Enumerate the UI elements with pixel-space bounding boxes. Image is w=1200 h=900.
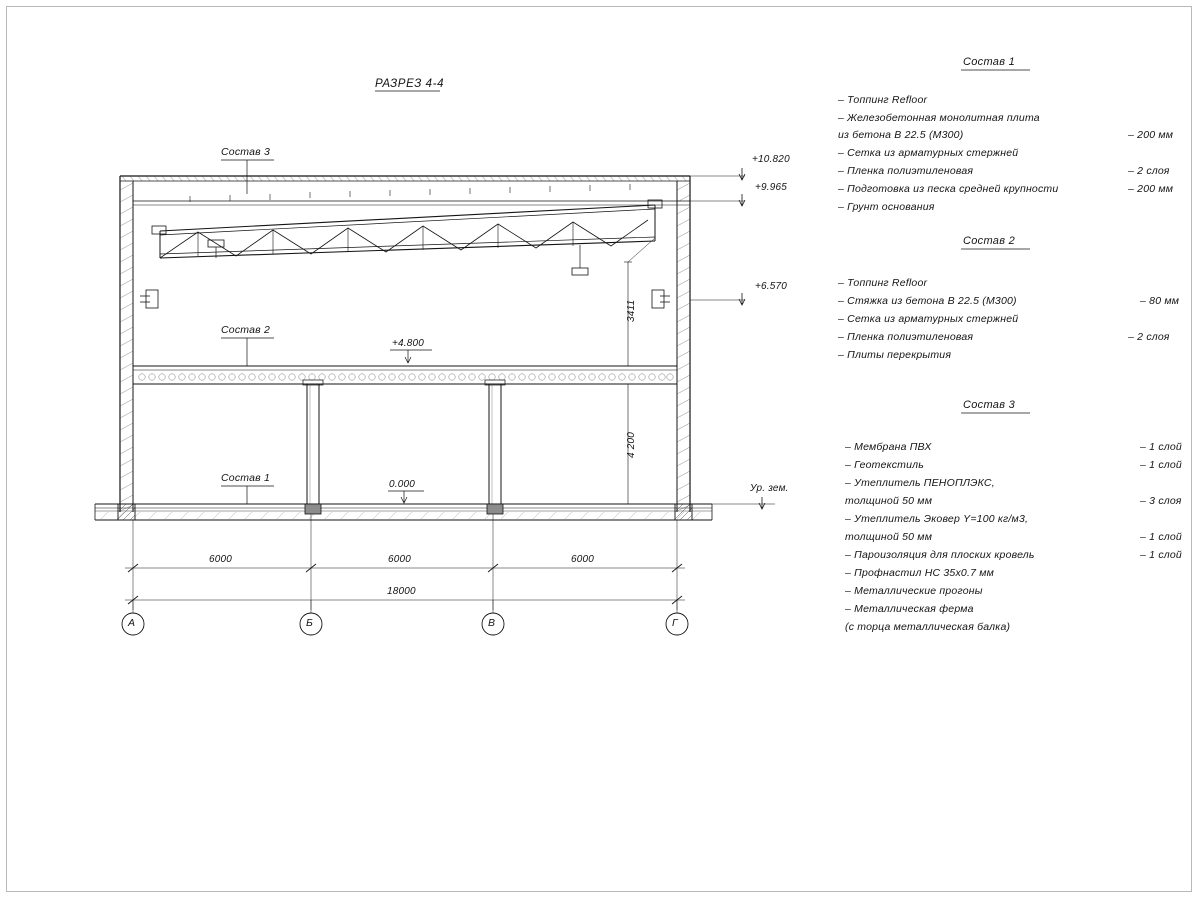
spec-2-row-2: – Сетка из арматурных стержней [838, 313, 1019, 325]
callout-sostav-3: Состав 3 [221, 146, 270, 158]
bay-dim-2: 6000 [388, 554, 412, 565]
spec-3-row-1: – Геотекстиль [845, 459, 924, 471]
level-plus-10820: +10.820 [752, 154, 790, 165]
mark-zero: 0.000 [389, 479, 416, 490]
bay-dim-1: 6000 [209, 554, 233, 565]
spec-2-row-4: – Плиты перекрытия [838, 349, 952, 361]
spec-1-row-2: из бетона В 22.5 (М300) [838, 129, 964, 141]
level-ground: Ур. зем. [750, 483, 789, 494]
spec-3-row-0: – Мембрана ПВХ [845, 441, 932, 453]
spec-3-row-3: толщиной 50 мм [845, 495, 933, 507]
callout-sostav-2: Состав 2 [221, 324, 270, 336]
spec-1-row-5: – Подготовка из песка средней крупности [838, 183, 1059, 195]
bay-dim-3: 6000 [571, 554, 595, 565]
callout-sostav-1: Состав 1 [221, 472, 270, 484]
spec-2-row-3: – Пленка полиэтиленовая [838, 331, 974, 343]
spec-1-row-4: – Пленка полиэтиленовая [838, 165, 974, 177]
spec-1-row-1: – Железобетонная монолитная плита [838, 112, 1040, 124]
spec-3-val-1: – 1 слой [1140, 459, 1182, 471]
spec-1-val-5: – 200 мм [1128, 183, 1174, 195]
axis-label-a: А [128, 617, 136, 629]
vertical-dim-3411: 3411 [626, 299, 637, 322]
spec-2-row-1: – Стяжка из бетона В 22.5 (М300) [838, 295, 1017, 307]
spec-3-val-6: – 1 слой [1140, 549, 1182, 561]
level-plus-9965: +9.965 [755, 182, 788, 193]
spec-1-row-0: – Топпинг Refloor [838, 94, 928, 106]
spec-3-val-3: – 3 слоя [1140, 495, 1182, 507]
drawing-title: РАЗРЕЗ 4-4 [375, 78, 445, 90]
total-dim: 18000 [387, 586, 416, 597]
spec-3-row-6: – Пароизоляция для плоских кровель [845, 549, 1035, 561]
spec-1-row-3: – Сетка из арматурных стержней [838, 147, 1019, 159]
spec-3-val-0: – 1 слой [1140, 441, 1182, 453]
axis-label-b: Б [306, 617, 314, 629]
spec-2-val-3: – 2 слоя [1128, 331, 1170, 343]
axis-label-v: В [488, 617, 496, 629]
spec-3-title: Состав 3 [963, 399, 1016, 411]
spec-1-title: Состав 1 [963, 56, 1016, 68]
spec-3-val-5: – 1 слой [1140, 531, 1182, 543]
spec-1-val-4: – 2 слоя [1128, 165, 1170, 177]
spec-3-row-7: – Профнастил НС 35х0.7 мм [845, 567, 995, 579]
spec-3-row-2: – Утеплитель ПЕНОПЛЭКС, [845, 477, 995, 489]
spec-3-row-9: – Металлическая ферма [845, 603, 974, 615]
spec-3-row-4: – Утеплитель Эковер Y=100 кг/м3, [845, 513, 1029, 525]
vertical-dim-4200: 4 200 [626, 431, 637, 458]
spec-3-row-8: – Металлические прогоны [845, 585, 983, 597]
spec-3-row-10: (с торца металлическая балка) [845, 621, 1011, 633]
spec-2-row-0: – Топпинг Refloor [838, 277, 928, 289]
spec-3-row-5: толщиной 50 мм [845, 531, 933, 543]
axis-label-g: Г [672, 617, 678, 629]
spec-2-val-1: – 80 мм [1140, 295, 1180, 307]
mark-plus-4800: +4.800 [392, 338, 425, 349]
spec-2-title: Состав 2 [963, 235, 1016, 247]
spec-1-val-2: – 200 мм [1128, 129, 1174, 141]
spec-1-row-6: – Грунт основания [838, 201, 935, 213]
level-plus-6570: +6.570 [755, 281, 788, 292]
